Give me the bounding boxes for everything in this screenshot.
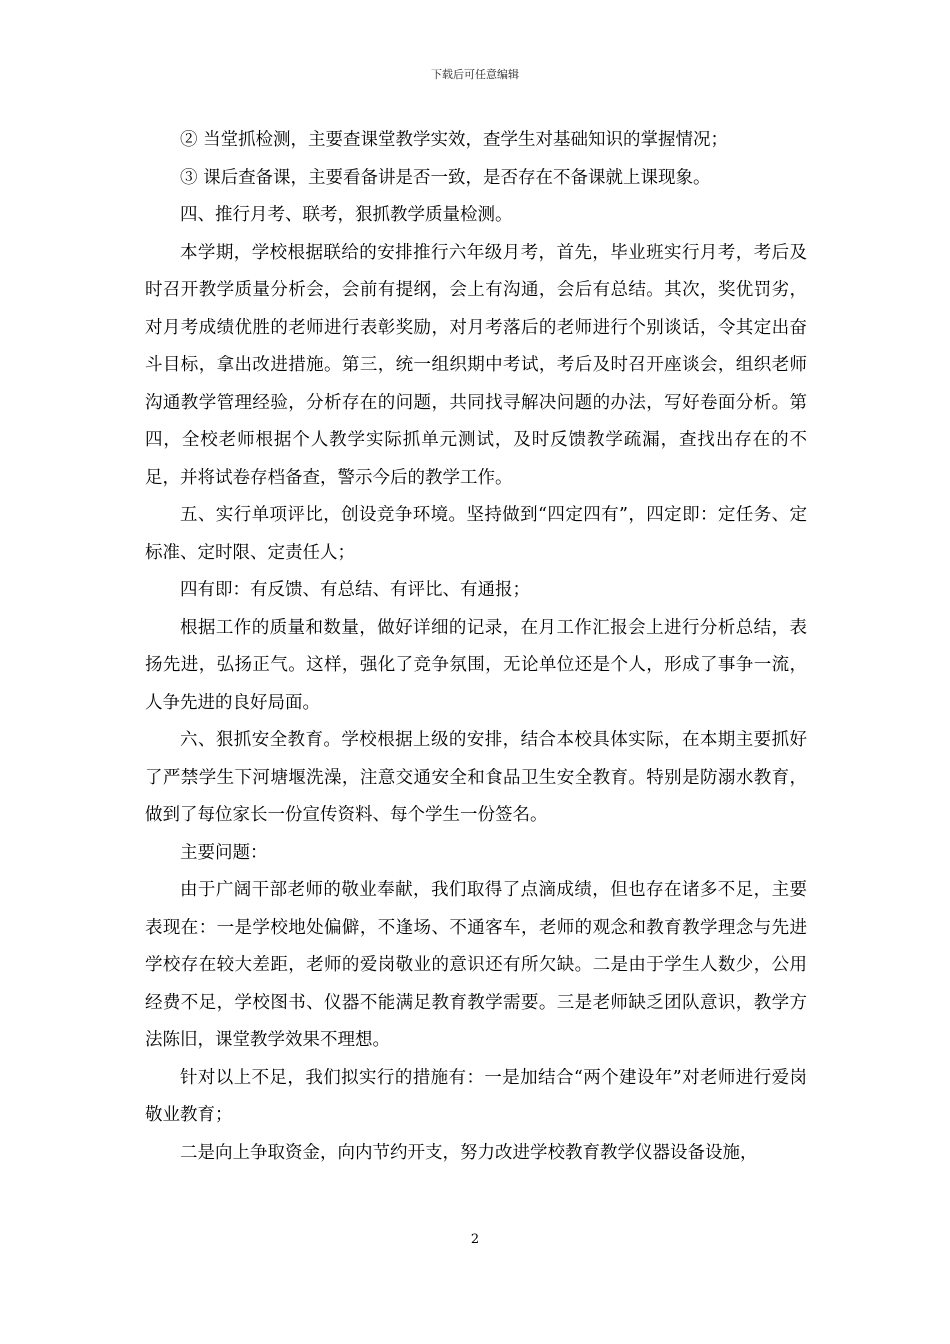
section-heading-main-problems: 主要问题： [180, 842, 268, 863]
paragraph-four-haves: 四有即：有反馈、有总结、有评比、有通报； [180, 580, 530, 600]
section-heading-competition: 五、实行单项评比，创设竞争环境。坚持做到“四定四有”，四定即：定任务、定标准、定时限、定责任人； [145, 505, 807, 563]
paragraph-measures-two: 二是向上争取资金，向内节约开支，努力改进学校教育教学仪器设备设施， [180, 1142, 758, 1163]
page-number: 2 [470, 1232, 480, 1247]
paragraph-monthly-exams: 本学期，学校根据联给的安排推行六年级月考，首先，毕业班实行月考，考后及时召开教学质量分析会，会前有提纲，会上有沟通，会后有总结。其次，奖优罚劣，对月考成绩优胜的老师进行表彰奖励，对月考落后的老师进行个别谈话，令其定出奋斗目标，拿出改进措施。第三，统一组织期中考试，考后及时召开座谈会，组织老师沟通教学管理经验，分析存在的问题，共同找寻解决问题的办法，写好卷面分析。第四，全校老师根据个人教学实际抓单元测试，及时反馈教学疏漏，查找出存在的不足，并将试卷存档备查，警示今后的教学工作。 [145, 242, 807, 488]
paragraph-main-problems: 由于广阔干部老师的敬业奉献，我们取得了点滴成绩，但也存在诸多不足，主要表现在：一是学校地处偏僻，不逢场、不通客车，老师的观念和教育教学理念与先进学校存在较大差距，老师的爱岗敬业的意识还有所欠缺。二是由于学生人数少，公用经费不足，学校图书、仪器不能满足教育教学需要。三是老师缺乏团队意识，教学方法陈旧，课堂教学效果不理想。 [145, 880, 807, 1050]
paragraph-measures-one: 针对以上不足，我们拟实行的措施有：一是加结合“两个建设年”对老师进行爱岗敬业教育； [145, 1067, 807, 1125]
section-heading-monthly-exams: 四、推行月考、联考，狠抓教学质量检测。 [180, 205, 513, 225]
page-header: 下载后可任意编辑 [431, 68, 519, 81]
document-body [145, 122, 807, 1172]
paragraph-check-lesson-prep: ③ 课后查备课，主要看备讲是否一致，是否存在不备课就上课现象。 [180, 167, 711, 188]
section-heading-safety: 六、狠抓安全教育。学校根据上级的安排，结合本校具体实际，在本期主要抓好了严禁学生下河塘堰洗澡，注意交通安全和食品卫生安全教育。特别是防溺水教育，做到了每位家长一份宣传资料、每个学生一份签名。 [145, 730, 807, 825]
paragraph-records-summary: 根据工作的质量和数量，做好详细的记录，在月工作汇报会上进行分析总结，表扬先进，弘扬正气。这样，强化了竞争氛围，无论单位还是个人，形成了事争一流，人争先进的良好局面。 [145, 617, 807, 713]
paragraph-check-in-class: ② 当堂抓检测，主要查课堂教学实效，查学生对基础知识的掌握情况； [180, 130, 729, 150]
